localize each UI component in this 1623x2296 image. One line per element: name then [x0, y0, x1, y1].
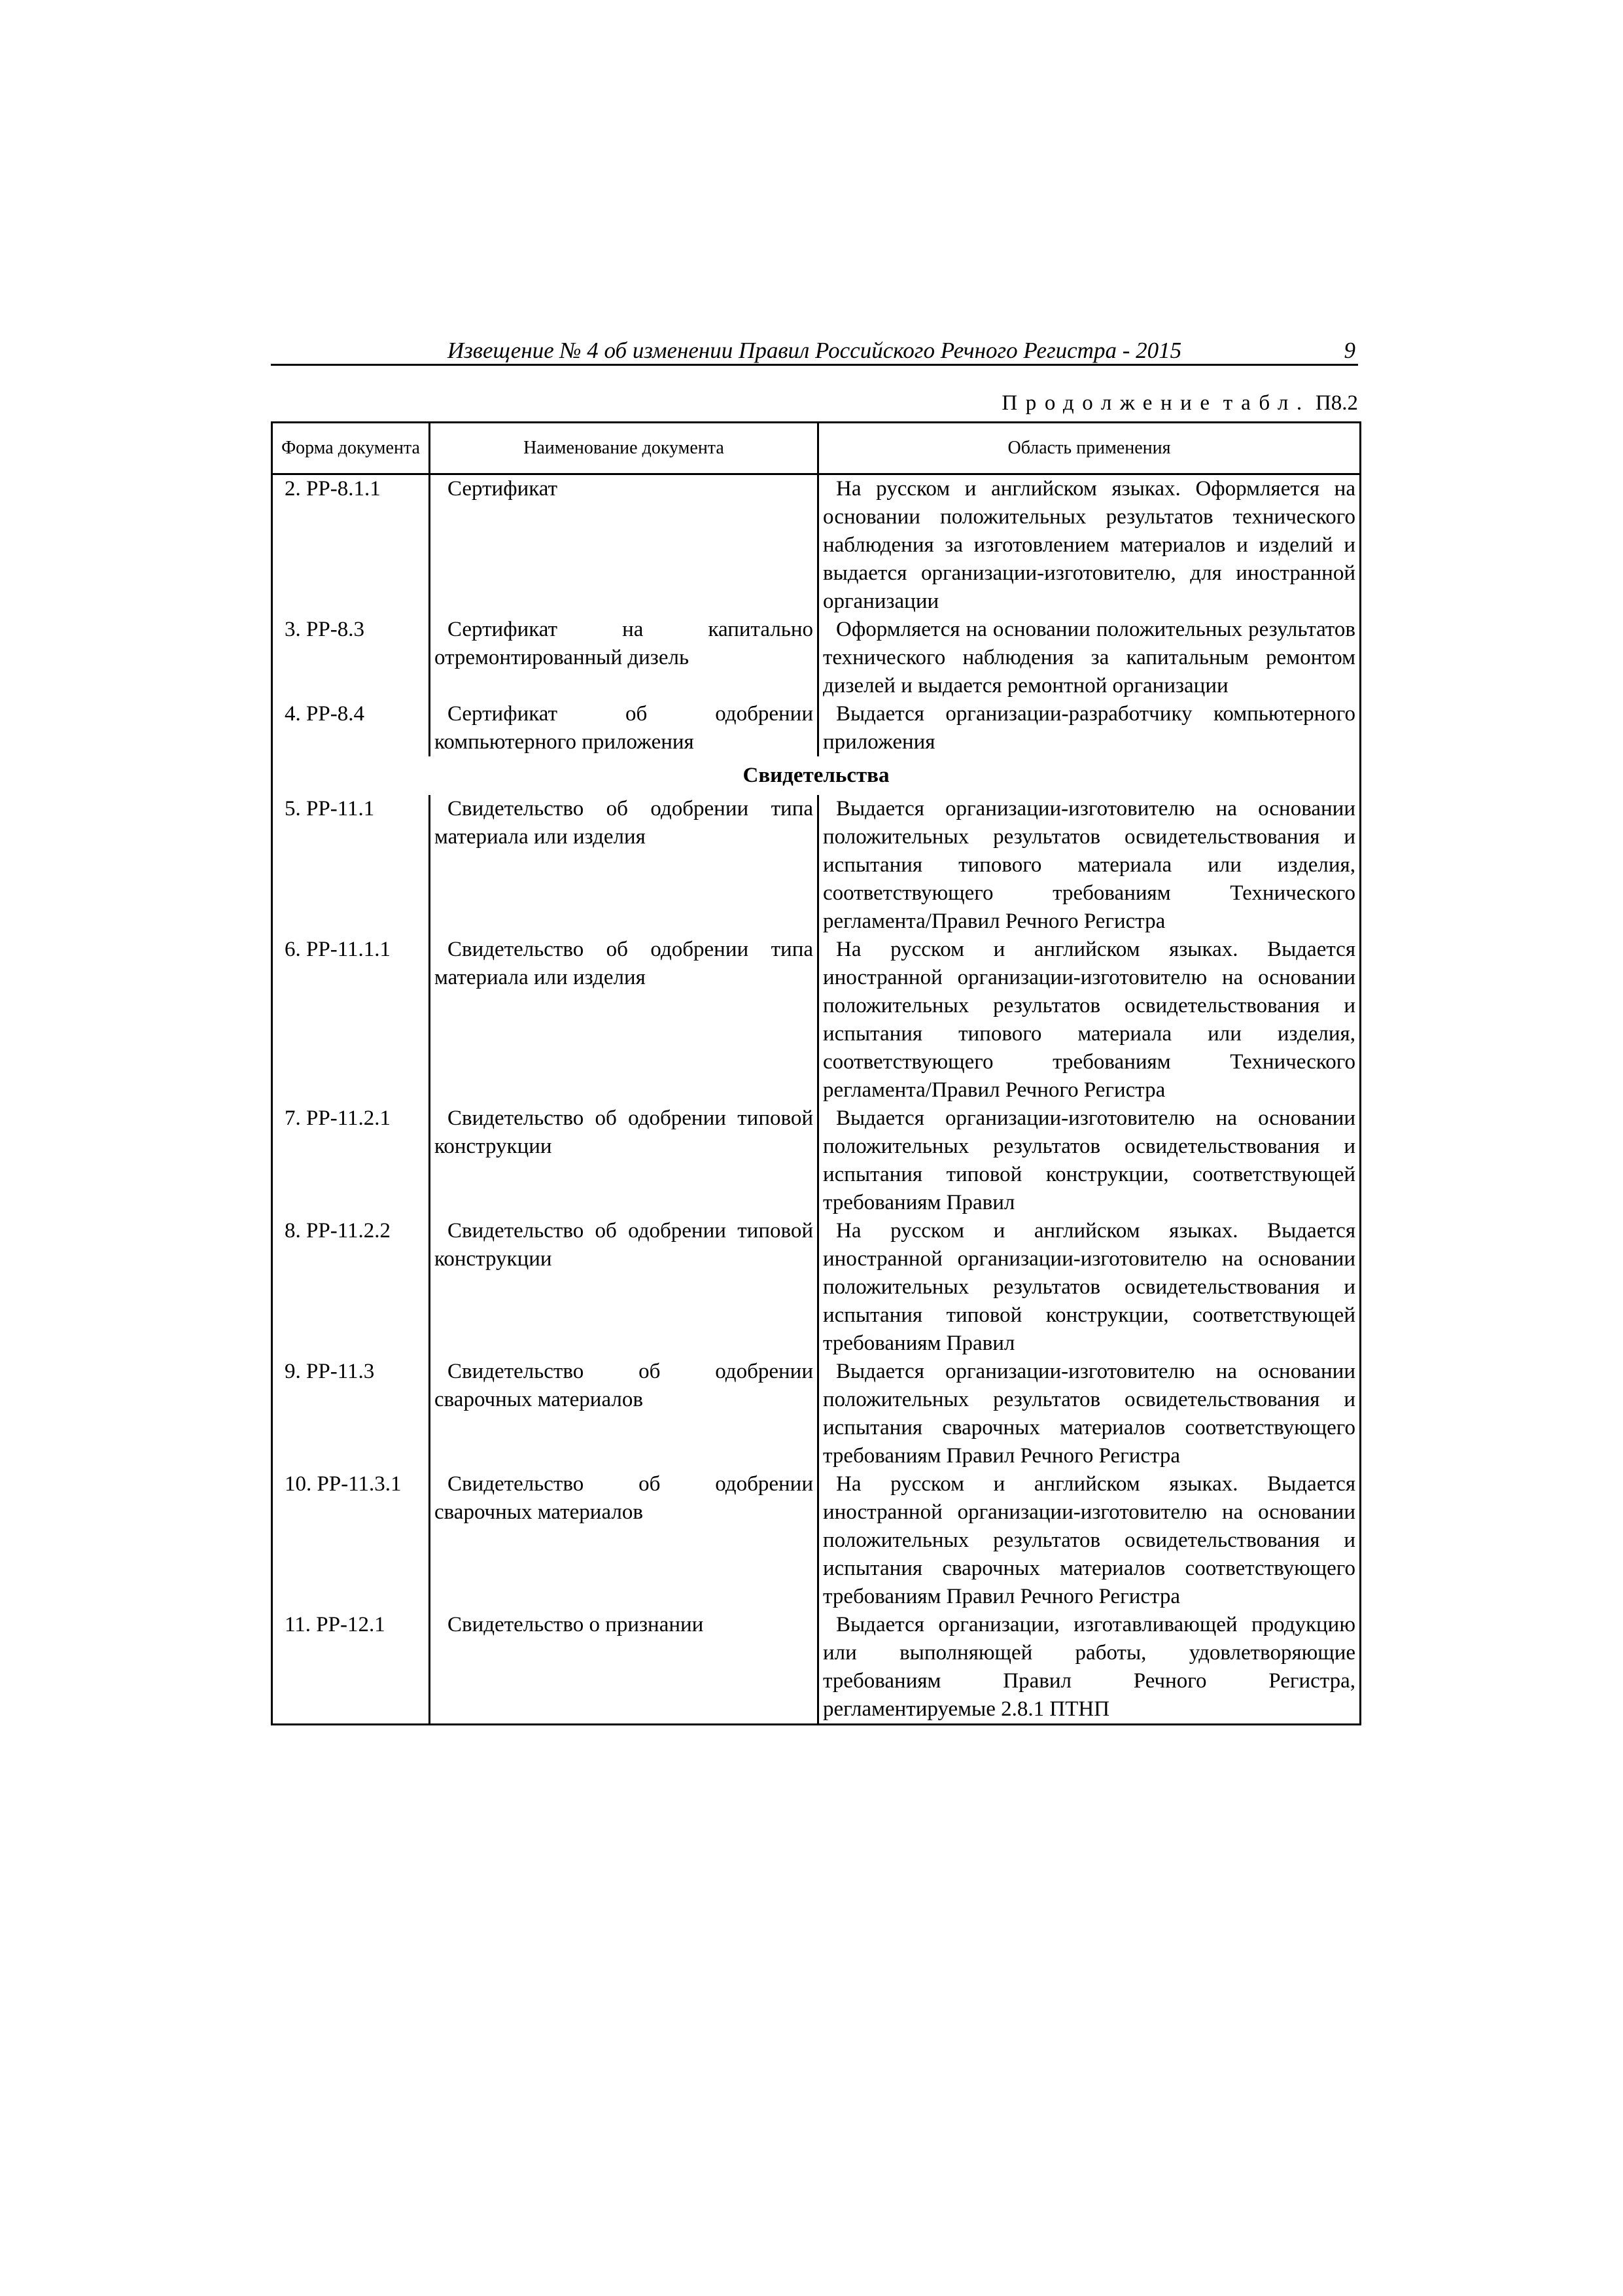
- table-row: [272, 700, 1361, 756]
- cell-area: [818, 616, 1361, 700]
- cell-area: [818, 795, 1361, 936]
- column-header-area: Область применения: [818, 423, 1361, 474]
- cell-area: [818, 474, 1361, 616]
- page-number: 9: [1344, 338, 1355, 363]
- table-body-attestations: [272, 795, 1361, 1725]
- cell-name: [430, 1470, 818, 1611]
- cell-name: [430, 795, 818, 936]
- table-row: [272, 1104, 1361, 1217]
- cell-name: [430, 936, 818, 1104]
- table-row: [272, 1217, 1361, 1358]
- section-row: [272, 756, 1361, 795]
- cell-area-text: Выдается организации-изготовителю на основании положительных результатов освидетельствования и испытания типовой конструкции, соответствующей требованиям Правил: [823, 1106, 1355, 1214]
- cell-name: [430, 474, 818, 616]
- cell-form: 10. РР-11.3.1: [272, 1470, 430, 1611]
- cell-name: [430, 700, 818, 756]
- table-row: [272, 795, 1361, 936]
- cell-form: 2. РР-8.1.1: [272, 474, 430, 616]
- cell-area-text: Выдается организации, изготавливающей продукцию или выполняющей работы, удовлетворяющие требованиям Правил Речного Регистра, регламентируемые 2.8.1 ПТНП: [823, 1613, 1355, 1721]
- cell-area-text: На русском и английском языках. Выдается иностранной организации-изготовителю на основании положительных результатов освидетельствования и испытания типовой конструкции, соответствующей требованиям Правил: [823, 1219, 1355, 1355]
- cell-area-text: Оформляется на основании положительных результатов технического наблюдения за капитальным ремонтом дизелей и выдается ремонтной организации: [823, 618, 1355, 698]
- cell-area-text: Выдается организации-изготовителю на основании положительных результатов освидетельствования и испытания типового материала или изделия, соответствующего требованиям Технического регламента/Правил Речного Регистра: [823, 797, 1355, 933]
- cell-form: 8. РР-11.2.2: [272, 1217, 430, 1358]
- table-header-row: [272, 423, 1361, 474]
- cell-area-text: Выдается организации-изготовителю на основании положительных результатов освидетельствования и испытания сварочных материалов соответствующего требованиям Правил Речного Регистра: [823, 1360, 1355, 1468]
- cell-name-text: Свидетельство об одобрении сварочных материалов: [434, 1472, 813, 1524]
- cell-area: [818, 1611, 1361, 1725]
- cell-area-text: На русском и английском языках. Выдается иностранной организации-изготовителю на основании положительных результатов освидетельствования и испытания сварочных материалов соответствующего требованиям Правил Речного Регистра: [823, 1472, 1355, 1608]
- cell-form: 5. РР-11.1: [272, 795, 430, 936]
- cell-name-text: Свидетельство об одобрении типа материала или изделия: [434, 938, 813, 989]
- cell-area: [818, 936, 1361, 1104]
- cell-form: 6. РР-11.1.1: [272, 936, 430, 1104]
- cell-form: 11. РР-12.1: [272, 1611, 430, 1725]
- cell-name: [430, 1217, 818, 1358]
- table-row: [272, 474, 1361, 616]
- table-row: [272, 1470, 1361, 1611]
- cell-name-text: Свидетельство об одобрении сварочных материалов: [434, 1360, 813, 1411]
- cell-area: [818, 700, 1361, 756]
- table-row: [272, 616, 1361, 700]
- table-body-certificates: [272, 474, 1361, 757]
- cell-form: 9. РР-11.3: [272, 1358, 430, 1470]
- cell-name-text: Свидетельство об одобрении типовой конструкции: [434, 1106, 813, 1158]
- table-row: [272, 936, 1361, 1104]
- running-title: Извещение № 4 об изменении Правил Российского Речного Регистра - 2015: [447, 338, 1182, 363]
- table-row: [272, 1611, 1361, 1725]
- cell-name: [430, 616, 818, 700]
- cell-name: [430, 1611, 818, 1725]
- cell-name-text: Свидетельство о признании: [447, 1613, 704, 1636]
- cell-area: [818, 1470, 1361, 1611]
- caption-table-word: табл.: [1223, 391, 1310, 415]
- running-header: [271, 338, 1358, 366]
- cell-form: 7. РР-11.2.1: [272, 1104, 430, 1217]
- cell-name-text: Свидетельство об одобрении типовой конструкции: [434, 1219, 813, 1271]
- cell-area: [818, 1104, 1361, 1217]
- cell-name-text: Сертификат об одобрении компьютерного приложения: [434, 702, 813, 754]
- column-header-form: Форма документа: [272, 423, 430, 474]
- cell-area-text: На русском и английском языках. Оформляется на основании положительных результатов технического наблюдения за изготовлением материалов и изделий и выдается организации-изготовителю, для иностранной организации: [823, 477, 1355, 613]
- caption-table-number: П8.2: [1315, 391, 1358, 415]
- cell-name-text: Сертификат на капитально отремонтированный дизель: [434, 618, 813, 669]
- cell-form: 4. РР-8.4: [272, 700, 430, 756]
- cell-name-text: Сертификат: [447, 477, 557, 501]
- cell-area: [818, 1217, 1361, 1358]
- cell-name: [430, 1358, 818, 1470]
- column-header-name: Наименование документа: [430, 423, 818, 474]
- cell-area: [818, 1358, 1361, 1470]
- cell-area-text: Выдается организации-разработчику компьютерного приложения: [823, 702, 1355, 754]
- cell-name-text: Свидетельство об одобрении типа материала или изделия: [434, 797, 813, 849]
- cell-form: 3. РР-8.3: [272, 616, 430, 700]
- table-row: [272, 1358, 1361, 1470]
- section-title: Свидетельства: [272, 756, 1361, 795]
- table-caption: [271, 391, 1358, 417]
- cell-area-text: На русском и английском языках. Выдается иностранной организации-изготовителю на основании положительных результатов освидетельствования и испытания типового материала или изделия, соответствующего требованиям Технического регламента/Правил Речного Регистра: [823, 938, 1355, 1102]
- cell-name: [430, 1104, 818, 1217]
- documents-table: [271, 421, 1361, 1725]
- caption-continuation: Продолжение: [1002, 391, 1218, 415]
